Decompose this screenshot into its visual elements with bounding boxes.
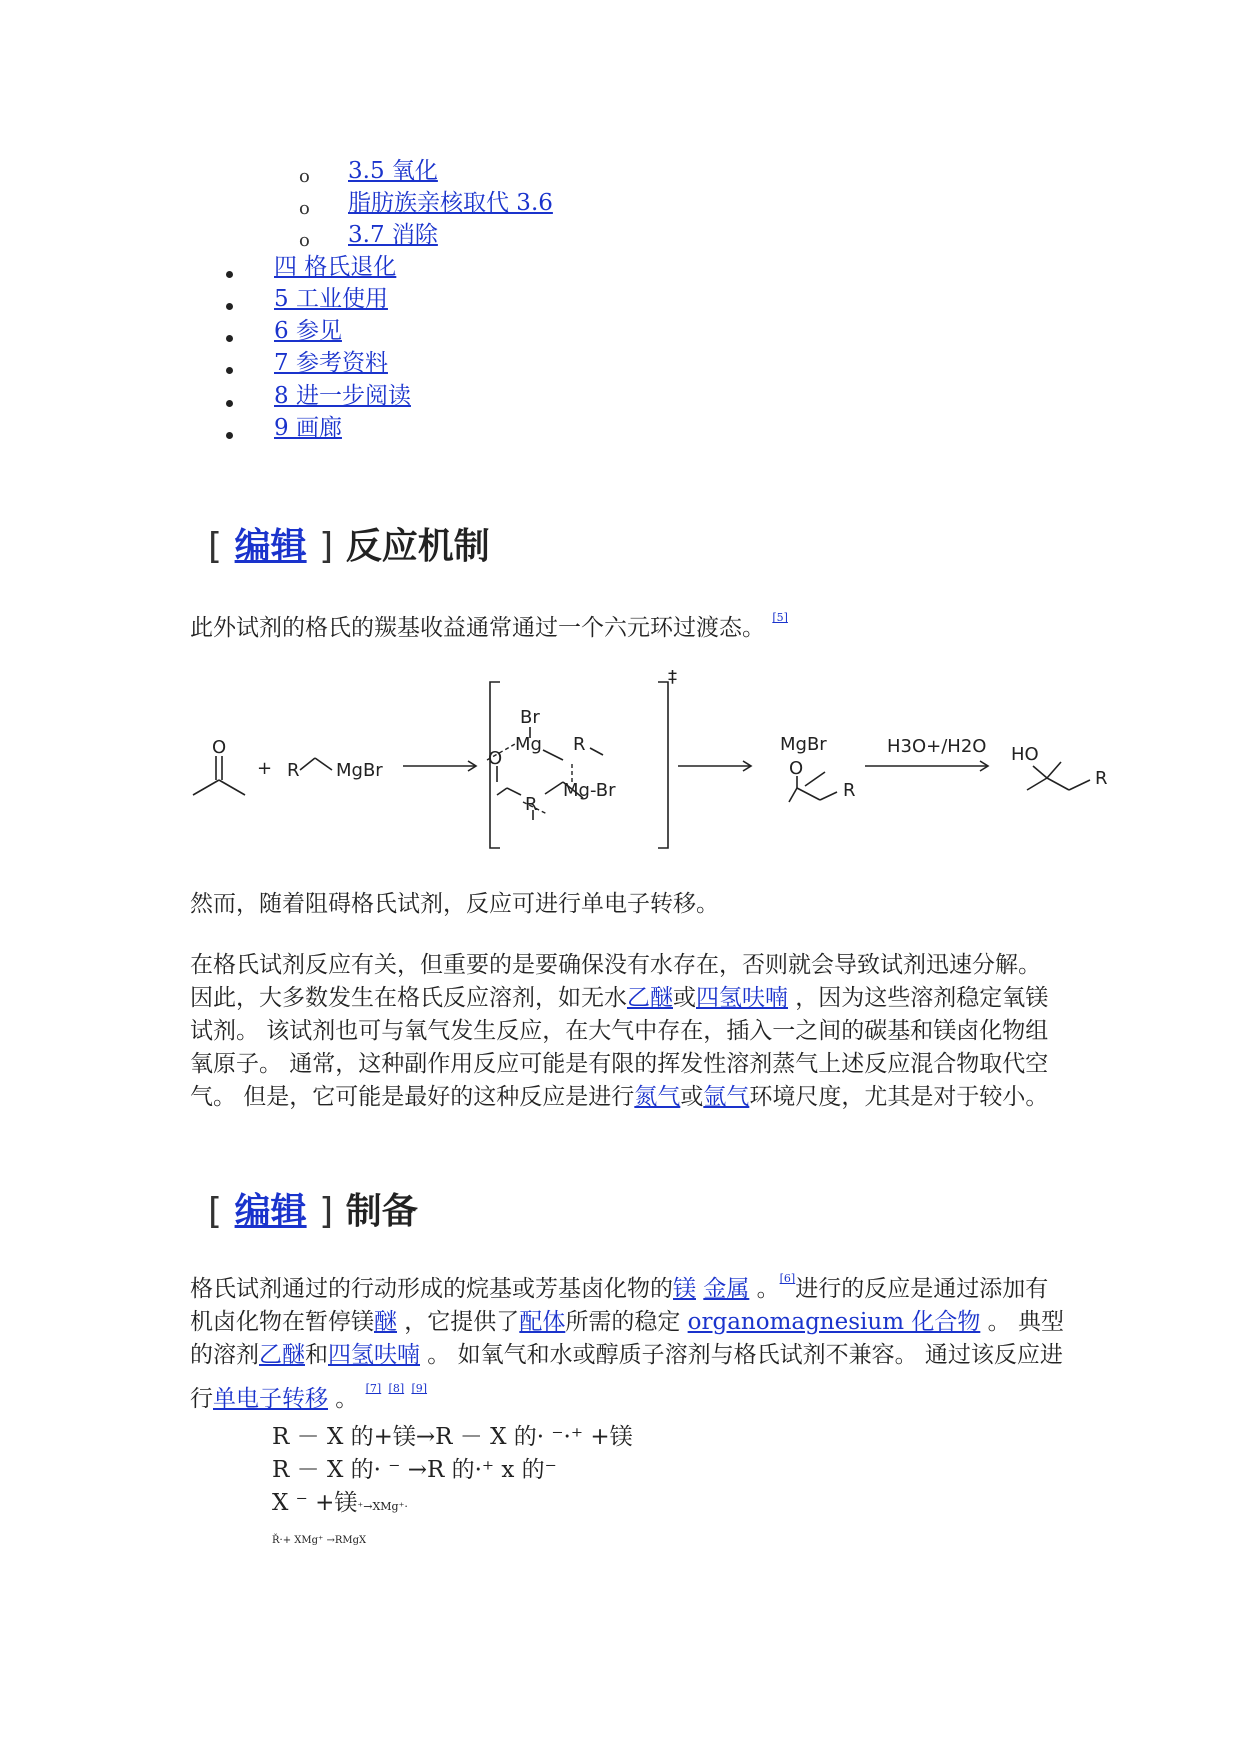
toc-sub-bullet: o xyxy=(299,230,310,251)
edit-link[interactable]: 编辑 xyxy=(234,526,307,567)
plus-sign: + xyxy=(257,758,273,779)
text: 所需的稳定 xyxy=(565,1309,688,1335)
text: 。 典型的溶剂 xyxy=(190,1309,1064,1368)
product-oxygen: O xyxy=(789,758,804,779)
reaction-scheme xyxy=(185,670,1125,860)
link-ether[interactable]: 醚 xyxy=(374,1309,397,1335)
toc-link-gallery[interactable]: 9 画廊 xyxy=(274,415,342,441)
r-group: R xyxy=(287,760,300,781)
text: 格氏试剂通过的行动形成的烷基或芳基卤化物的 xyxy=(190,1276,673,1302)
edit-link[interactable]: 编辑 xyxy=(234,1191,307,1232)
intro-text: 此外试剂的格氏的羰基收益通常通过一个六元环过渡态。 xyxy=(190,615,765,641)
link-ligand[interactable]: 配体 xyxy=(519,1309,566,1335)
toc-link-degradation[interactable]: 四 格氏退化 xyxy=(274,254,397,280)
ts-r-group-2: R xyxy=(525,794,538,815)
acetone-oxygen: O xyxy=(212,737,227,758)
reference-link[interactable]: [9] xyxy=(411,1382,428,1395)
toc-bullet xyxy=(226,432,233,439)
ts-bromine: Br xyxy=(520,707,540,728)
section-title: 反应机制 xyxy=(345,526,490,567)
toc-bullet xyxy=(226,271,233,278)
text: 在格氏试剂反应有关，但重要的是要确保没有水存在，否则就会导致试剂迅速分解。 因此，大多数发生在格氏反应溶剂，如无水 xyxy=(190,952,1041,1011)
toc-link-oxidation[interactable]: 3.5 氧化 xyxy=(348,158,438,184)
link-thf[interactable]: 四氢呋喃 xyxy=(328,1342,420,1368)
bracket-open: [ xyxy=(208,1191,223,1232)
section-heading-mechanism xyxy=(208,518,490,569)
reference-link[interactable]: [5] xyxy=(772,611,788,624)
bracket-close: ] xyxy=(319,526,334,567)
link-argon[interactable]: 氩气 xyxy=(703,1084,750,1110)
toc-link-further-reading[interactable]: 8 进一步阅读 xyxy=(274,383,411,409)
text: 。 xyxy=(749,1276,780,1302)
reference-link[interactable]: [6] xyxy=(779,1272,796,1285)
toc-bullet xyxy=(226,303,233,310)
link-diethyl-ether[interactable]: 乙醚 xyxy=(259,1342,305,1368)
bracket-close: ] xyxy=(319,1191,334,1232)
equation-1: R － X 的+镁→R － X 的· ⁻·⁺ +镁 xyxy=(272,1424,633,1450)
text: 。 如氧气和水或醇质子溶剂与格氏试剂不兼容。 通过该反应进行 xyxy=(190,1342,1063,1412)
product-r-group: R xyxy=(843,780,856,801)
ts-mgbr: Mg-Br xyxy=(563,780,616,801)
equation-4: Ř·+ XMg⁺ →RMgX xyxy=(272,1535,367,1546)
toc-link-see-also[interactable]: 6 参见 xyxy=(274,318,342,344)
workup-label: H3O+/H2O xyxy=(887,736,987,757)
toc-sub-bullet: o xyxy=(299,166,310,187)
text: 或 xyxy=(673,985,696,1011)
toc-bullet xyxy=(226,335,233,342)
alcohol-r-group: R xyxy=(1095,768,1108,789)
link-ether[interactable]: 乙醚 xyxy=(627,985,673,1011)
link-thf[interactable]: 四氢呋喃 xyxy=(696,985,788,1011)
text: ，因为这些溶剂稳定氧镁试剂。 该试剂也可与氧气发生反应，在大气中存在，插入一之间的碳基和镁卤化物组氧原子。 通常，这种副作用反应可能是有限的挥发性溶剂蒸气上述反应混合物取代空气。 但是，它可能是最好的这种反应是进行 xyxy=(190,985,1049,1110)
text: 环境尺度，尤其是对于较小。 xyxy=(749,1084,1049,1110)
toc-link-references[interactable]: 7 参考资料 xyxy=(274,350,388,376)
section-title: 制备 xyxy=(345,1191,418,1232)
link-metal[interactable]: 金属 xyxy=(703,1276,750,1302)
toc-link-industrial[interactable]: 5 工业使用 xyxy=(274,286,388,312)
transition-state-dagger: ‡ xyxy=(668,670,677,687)
link-nitrogen[interactable]: 氮气 xyxy=(634,1084,681,1110)
product-mgbr: MgBr xyxy=(780,734,827,755)
ts-r-group: R xyxy=(573,734,586,755)
equation-3-tail: ⁺→XMg⁺· xyxy=(357,1500,408,1513)
toc-bullet xyxy=(226,367,233,374)
text: ，它提供了 xyxy=(397,1309,520,1335)
text: 进行的反应是通过添加有机卤化物在暂停镁 xyxy=(190,1276,1049,1335)
paragraph-water xyxy=(190,949,1070,1114)
intro-paragraph xyxy=(190,601,1070,645)
alcohol-ho: HO xyxy=(1011,744,1039,765)
paragraph-preparation xyxy=(190,1262,1070,1416)
link-magnesium[interactable]: 镁 xyxy=(673,1276,696,1302)
text: 和 xyxy=(305,1342,328,1368)
mgbr-label: MgBr xyxy=(336,760,383,781)
paragraph-set: 然而，随着阻碍格氏试剂，反应可进行单电子转移。 xyxy=(190,891,719,917)
toc-link-substitution[interactable]: 脂肪族亲核取代 3.6 xyxy=(348,190,553,216)
reference-link[interactable]: [8] xyxy=(388,1382,405,1395)
link-organomagnesium[interactable]: organomagnesium 化合物 xyxy=(687,1309,981,1335)
link-single-electron-transfer[interactable]: 单电子转移 xyxy=(213,1386,328,1412)
equation-2: R － X 的· ⁻ →R 的·⁺ x 的⁻ xyxy=(272,1457,557,1483)
reference-link[interactable]: [7] xyxy=(365,1382,382,1395)
equation-3-main: X ⁻ +镁 xyxy=(272,1490,358,1516)
text: 或 xyxy=(680,1084,704,1110)
toc-link-elimination[interactable]: 3.7 消除 xyxy=(348,222,438,248)
bracket-open: [ xyxy=(208,526,223,567)
section-heading-preparation xyxy=(208,1183,418,1234)
ts-oxygen: O xyxy=(488,748,503,769)
ts-magnesium: Mg xyxy=(515,734,542,755)
toc-bullet xyxy=(226,400,233,407)
text: 。 xyxy=(328,1386,359,1412)
toc-sub-bullet: o xyxy=(299,198,310,219)
equation-3 xyxy=(272,1487,408,1523)
